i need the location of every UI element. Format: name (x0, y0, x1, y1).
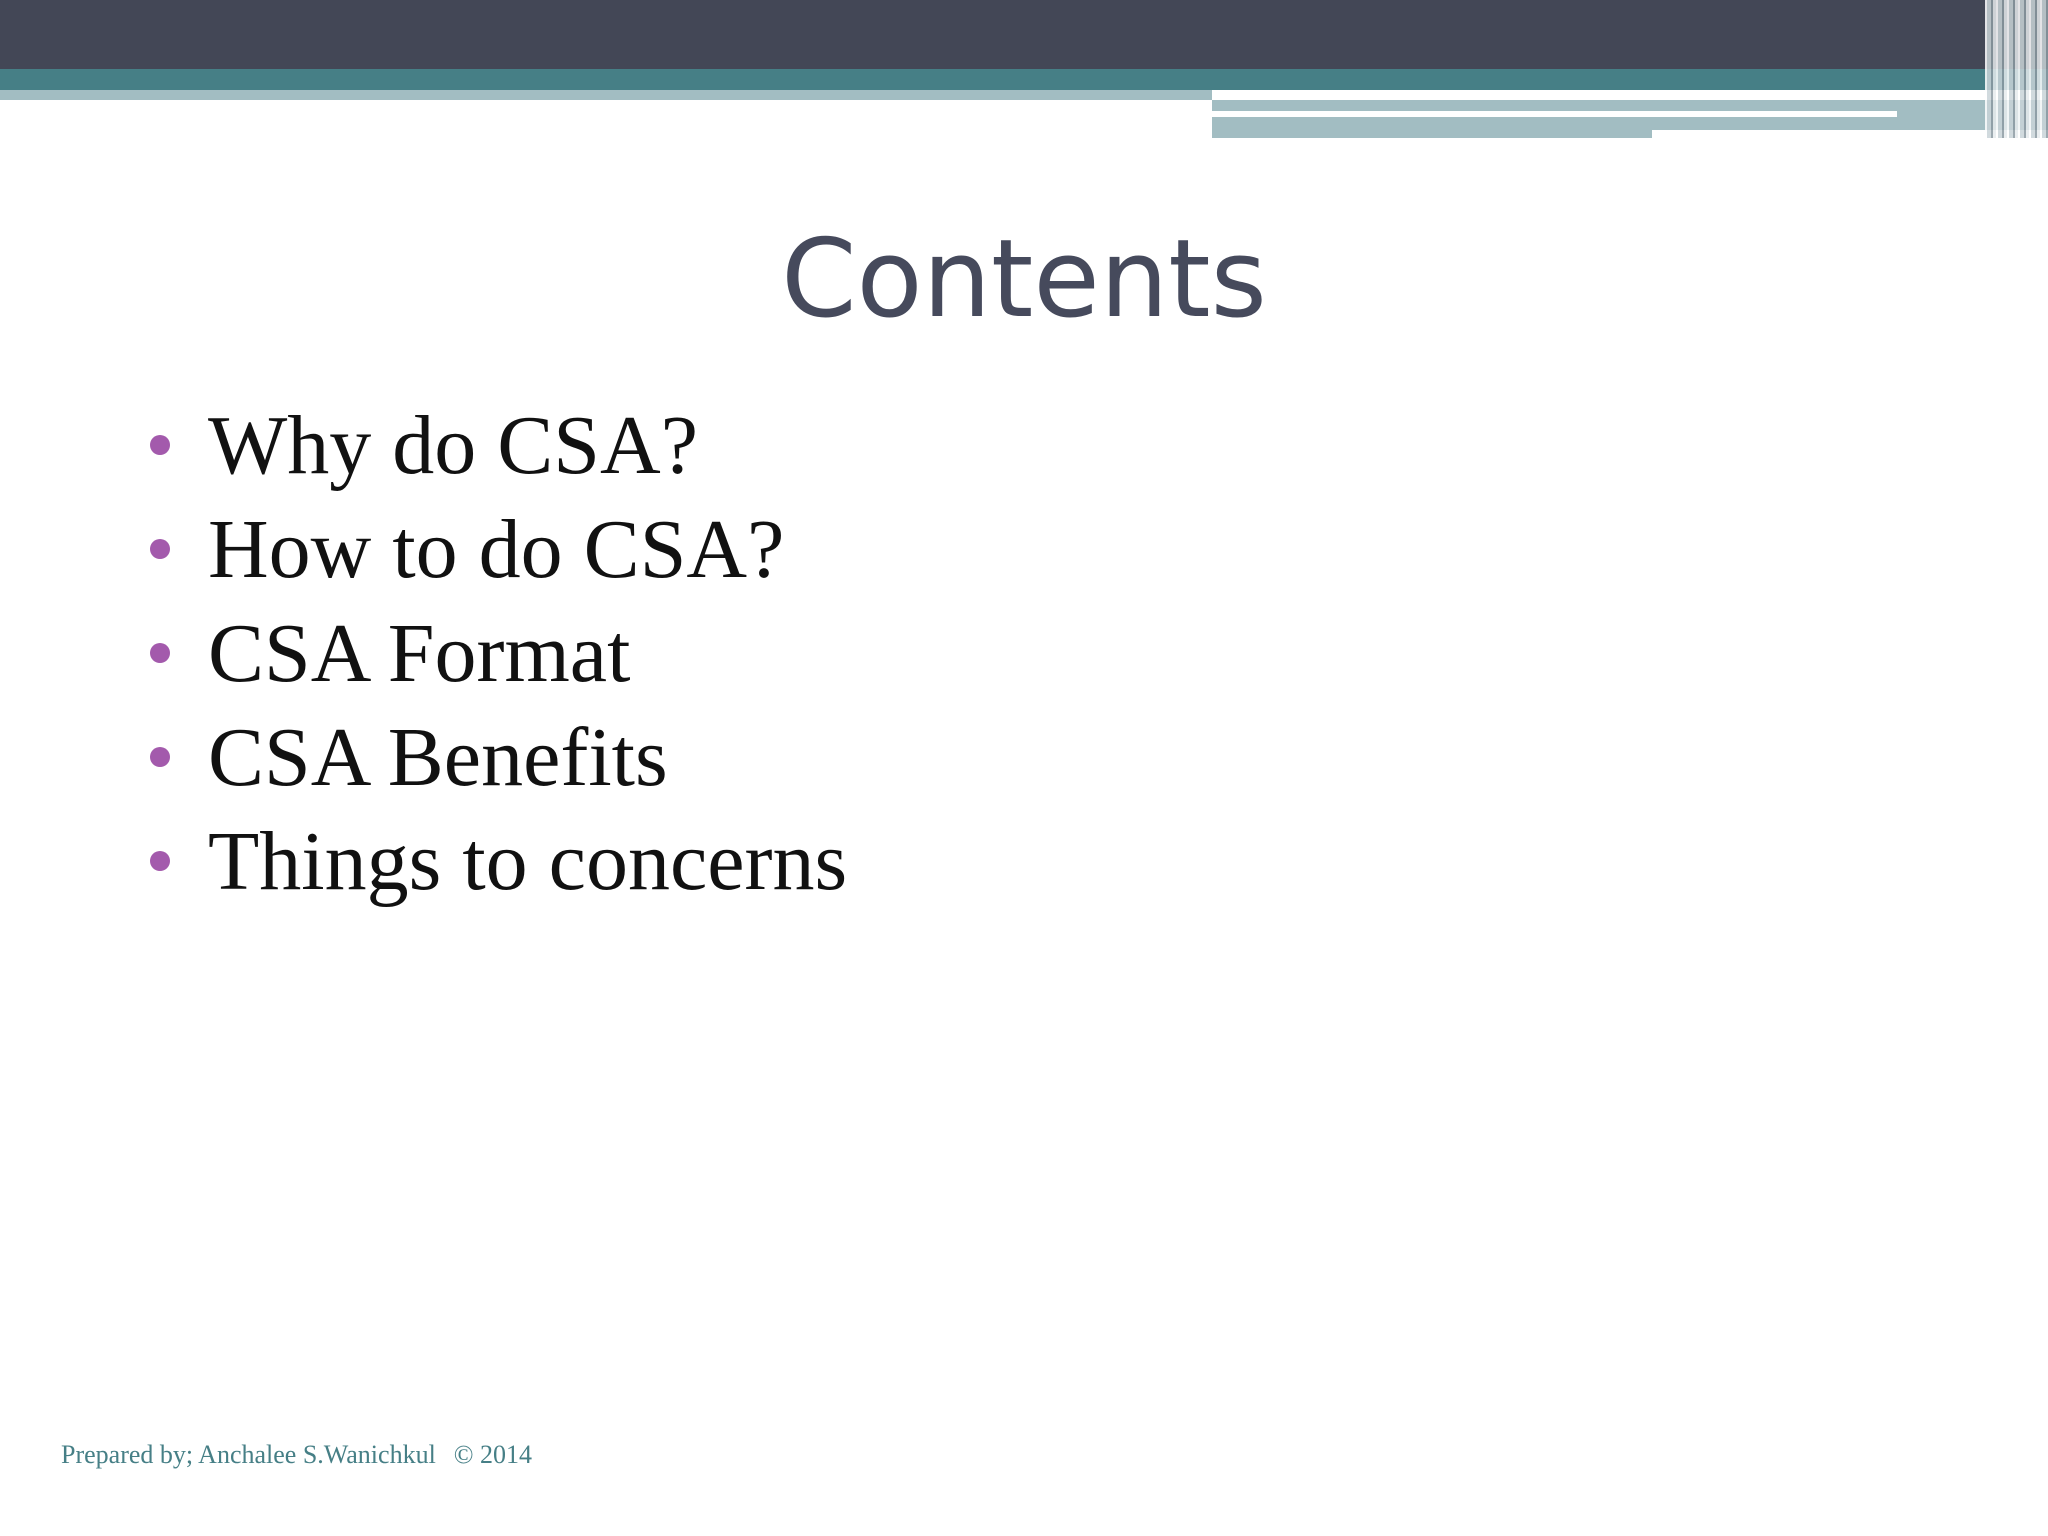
header-dark-band (0, 0, 2048, 69)
bullet-icon (150, 539, 170, 559)
bullet-text: CSA Benefits (208, 710, 668, 804)
bullet-icon (150, 643, 170, 663)
list-item (150, 601, 847, 705)
list-item (150, 809, 847, 913)
bullet-icon (150, 747, 170, 767)
slide-footer (61, 1440, 532, 1470)
bullet-icon (150, 435, 170, 455)
slide-title: Contents (781, 217, 1267, 342)
footer-copyright: © 2014 (453, 1440, 533, 1469)
header-white-line (1212, 111, 1897, 117)
list-item (150, 393, 847, 497)
bullet-text: Why do CSA? (208, 398, 698, 492)
footer-author: Prepared by; Anchalee S.Wanichkul (61, 1440, 436, 1469)
header-light-band-left (0, 90, 1212, 100)
bullet-icon (150, 851, 170, 871)
bullet-text: Things to concerns (208, 814, 848, 908)
list-item (150, 497, 847, 601)
bullet-text: How to do CSA? (208, 502, 785, 596)
bullet-text: CSA Format (208, 606, 631, 700)
list-item (150, 705, 847, 809)
header-stripes-decoration (1985, 0, 2048, 138)
header-teal-band (0, 69, 2048, 90)
bullet-list (150, 393, 847, 913)
header-light-tail (1212, 130, 1652, 138)
